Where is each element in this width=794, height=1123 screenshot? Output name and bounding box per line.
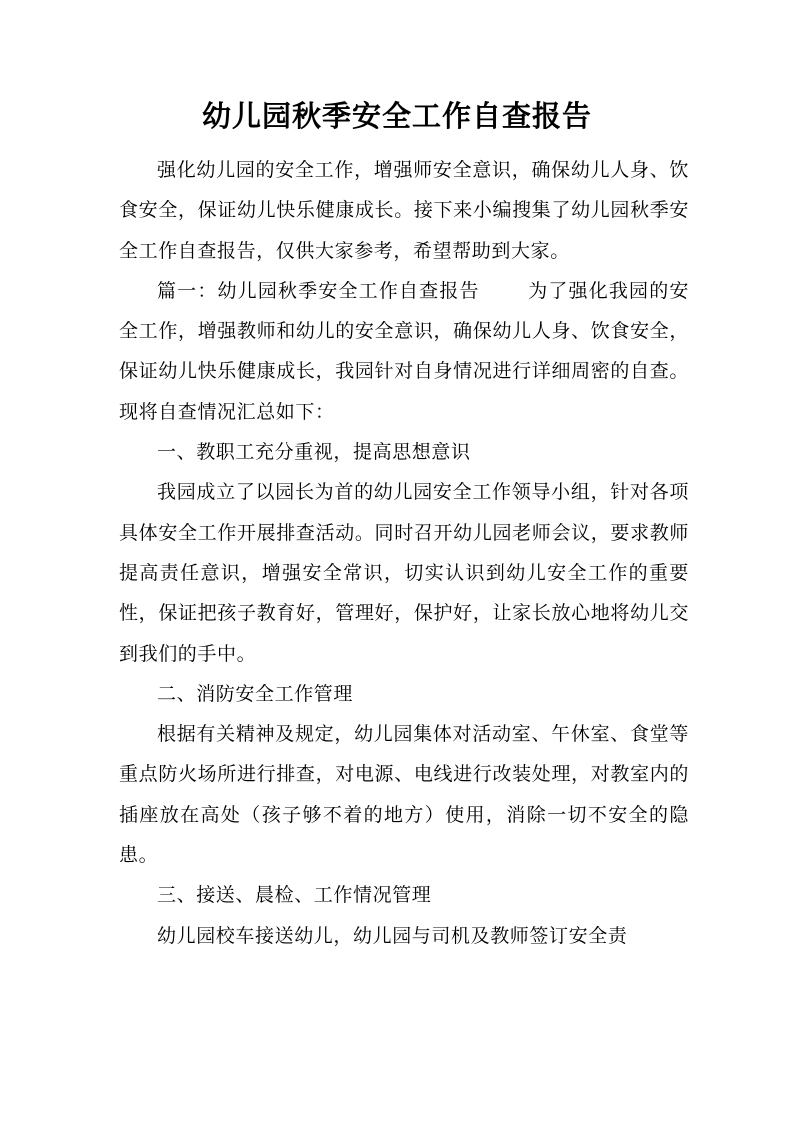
- section-heading-2: 二、消防安全工作管理: [157, 682, 354, 705]
- part-one-paragraph: [119, 271, 689, 432]
- part-one-lead: 篇一：幼儿园秋季安全工作自查报告: [157, 279, 480, 302]
- intro-paragraph: 强化幼儿园的安全工作，增强师安全意识，确保幼儿人身、饮食安全，保证幼儿快乐健康成长。接下来小编搜集了幼儿园秋季安全工作自查报告，仅供大家参考，希望帮助到大家。: [119, 159, 689, 262]
- section-paragraph-1: 我园成立了以园长为首的幼儿园安全工作领导小组，针对各项具体安全工作开展排查活动。同时召开幼儿园老师会议，要求教师提高责任意识，增强安全常识，切实认识到幼儿安全工作的重要性，保证把孩子教育好，管理好，保护好，让家长放心地将幼儿交到我们的手中。: [119, 481, 689, 665]
- document-title: 幼儿园秋季安全工作自查报告: [201, 99, 592, 133]
- part-one-text: 为了强化我园的安全工作，增强教师和幼儿的安全意识，确保幼儿人身、饮食安全，保证幼儿快乐健康成长，我园针对自身情况进行详细周密的自查。现将自查情况汇总如下：: [119, 279, 689, 423]
- section-paragraph-3: 幼儿园校车接送幼儿，幼儿园与司机及教师签订安全责: [157, 924, 628, 947]
- section-heading-3: 三、接送、晨检、工作情况管理: [157, 884, 432, 907]
- document-body: [119, 150, 689, 956]
- section-paragraph-2: 根据有关精神及规定，幼儿园集体对活动室、午休室、食堂等重点防火场所进行排查，对电源、电线进行改装处理，对教室内的插座放在高处（孩子够不着的地方）使用，消除一切不安全的隐患。: [119, 723, 689, 867]
- section-heading-1: 一、教职工充分重视，提高思想意识: [157, 441, 471, 464]
